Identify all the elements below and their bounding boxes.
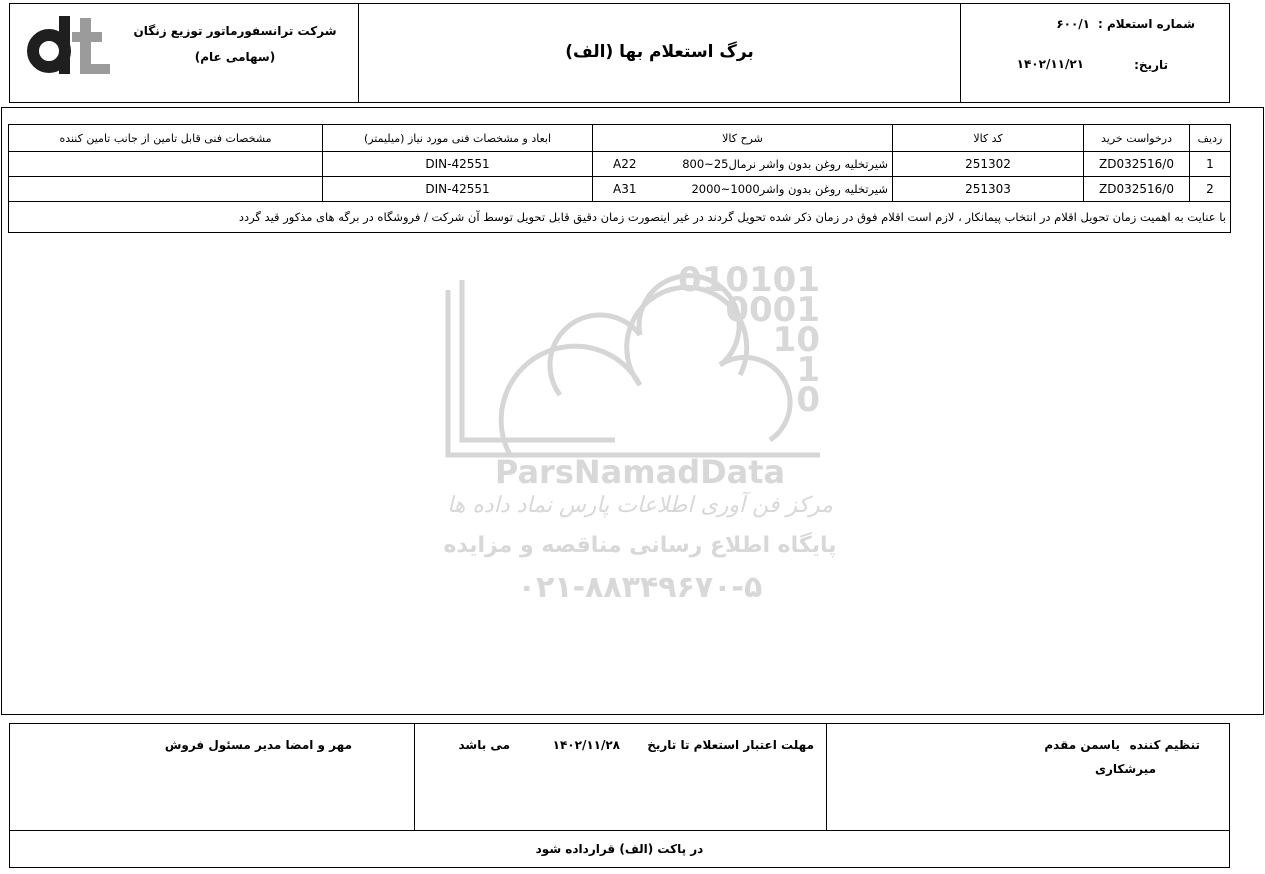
prepared-by-label: تنظیم کننده [1129, 738, 1200, 752]
inquiry-number: ۶۰۰/۱ [1056, 17, 1090, 31]
cell-grade: A31 [613, 182, 637, 196]
inquiry-number-label: شماره استعلام : [1098, 17, 1195, 31]
watermark [440, 260, 840, 615]
cell-description-text: شیرتخلیه روغن بدون واشر نرمال25~800 [682, 157, 888, 171]
cell-code: 251302 [893, 152, 1084, 177]
col-header-request: درخواست خرید [1084, 125, 1190, 152]
table-header-row [9, 125, 1231, 152]
date-value: ۱۴۰۲/۱۱/۲۱ [1016, 57, 1084, 71]
cell-request: ZD032516/0 [1084, 177, 1190, 202]
signature-label: مهر و امضا مدیر مسئول فروش [164, 738, 352, 752]
cell-description [593, 177, 893, 202]
company-logo [22, 12, 114, 78]
watermark-brand: ParsNamadData [494, 453, 786, 491]
items-table [8, 124, 1231, 233]
cell-row-number: 1 [1190, 152, 1231, 177]
validity-suffix: می باشد [458, 738, 510, 752]
envelope-note: در پاکت (الف) قرارداده شود [535, 842, 704, 856]
watermark-binary-line: 10 [772, 320, 820, 360]
watermark-binary-line: 010101 [678, 260, 820, 300]
col-header-supplier-spec: مشخصات فنی قابل تامین از جانب تامین کننده [9, 125, 323, 152]
delivery-note: با عنایت به اهمیت زمان تحویل اقلام در انتخاب پیمانکار ، لازم است اقلام فوق در زمان ذکر شده تحویل گردند در غیر اینصورت زمان دقیق قابل تحویل توسط آن شرکت / فروشگاه در برگه های مذکور قید گردد [9, 202, 1231, 233]
col-header-spec: ابعاد و مشخصات فنی مورد نیاز (میلیمتر) [323, 125, 593, 152]
cell-description [593, 152, 893, 177]
cell-description-text: شیرتخلیه روغن بدون واشر1000~2000 [691, 182, 888, 196]
cell-spec: DIN-42551 [323, 152, 593, 177]
cell-row-number: 2 [1190, 177, 1231, 202]
cell-code: 251303 [893, 177, 1084, 202]
col-header-row-number: ردیف [1190, 125, 1231, 152]
validity-label: مهلت اعتبار استعلام تا تاریخ [647, 738, 814, 752]
table-row [9, 177, 1231, 202]
prepared-by-surname: میرشکاری [1095, 762, 1156, 776]
cell-supplier-spec[interactable] [9, 177, 323, 202]
watermark-line2: پایگاه اطلاع رسانی مناقصه و مزایده [443, 533, 837, 558]
items-table-wrap [8, 124, 1231, 233]
watermark-binary [630, 260, 820, 420]
watermark-binary-line: 0 [796, 380, 820, 420]
footer-divider-h [9, 830, 1230, 831]
watermark-phone: ۰۲۱-۸۸۳۴۹۶۷۰-۵ [517, 570, 763, 605]
watermark-binary-line: 1 [796, 350, 820, 390]
cell-supplier-spec[interactable] [9, 152, 323, 177]
col-header-code: کد کالا [893, 125, 1084, 152]
footer-divider-v2 [414, 723, 415, 831]
watermark-binary-line: 0001 [725, 290, 820, 330]
watermark-line1: مرکز فن آوری اطلاعات پارس نماد داده ها [447, 493, 833, 518]
prepared-by-name: یاسمن مقدم [1044, 738, 1120, 752]
date-label: تاریخ: [1134, 58, 1168, 72]
form-title: برگ استعلام بها (الف) [565, 42, 754, 62]
validity-date: ۱۴۰۲/۱۱/۲۸ [552, 738, 620, 752]
cell-request: ZD032516/0 [1084, 152, 1190, 177]
col-header-description: شرح کالا [593, 125, 893, 152]
cell-grade: A22 [613, 157, 637, 171]
footer-divider-v1 [826, 723, 827, 831]
table-note-row [9, 202, 1231, 233]
company-name: شرکت ترانسفورماتور توزیع زنگان [133, 24, 337, 38]
cell-spec: DIN-42551 [323, 177, 593, 202]
table-row [9, 152, 1231, 177]
company-type: (سهامی عام) [194, 50, 276, 64]
